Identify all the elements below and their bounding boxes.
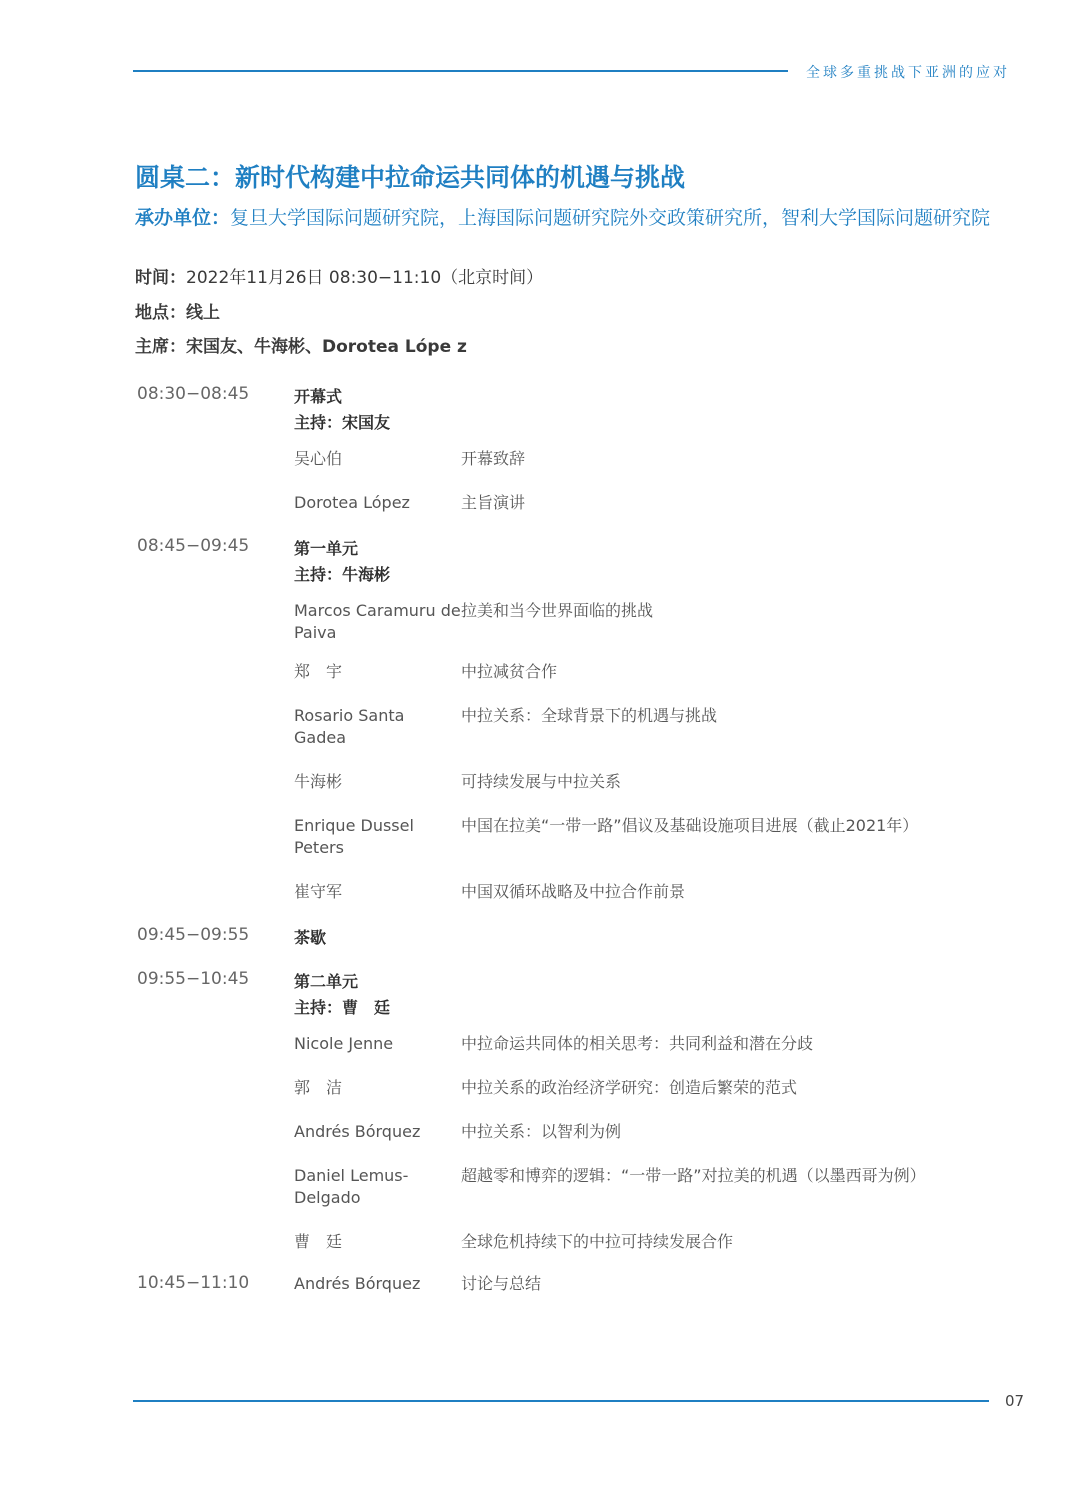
session-title: 茶歇: [294, 928, 327, 947]
speaker: Rosario Santa Gadea: [294, 706, 405, 747]
time-value: 2022年11月26日 08:30−11:10（北京时间）: [186, 268, 544, 288]
agenda-item: [294, 771, 997, 793]
chair-label: 主席：: [135, 337, 186, 357]
speaker: Andrés Bórquez: [294, 1274, 421, 1293]
topic: 中拉关系：全球背景下的机遇与挑战: [461, 706, 718, 725]
session-title: 开幕式: [294, 387, 343, 406]
agenda-session-opening: [137, 384, 997, 514]
topic: 讨论与总结: [461, 1274, 542, 1293]
agenda-item: [294, 448, 997, 470]
chair-value: 宋国友、牛海彬、Dorotea Lópe z: [186, 337, 467, 357]
session-time: 10:45−11:10: [137, 1273, 250, 1293]
session-time: 08:30−08:45: [137, 384, 250, 404]
place-line: [135, 298, 220, 323]
agenda-session-unit-2: [137, 969, 997, 1253]
agenda-item: [294, 1033, 997, 1055]
agenda-item: [294, 1121, 997, 1143]
session-moderator: 主持：曹 廷: [294, 998, 391, 1017]
agenda-session-unit-1: [137, 536, 997, 903]
topic: 超越零和博弈的逻辑：“一带一路”对拉美的机遇（以墨西哥为例）: [461, 1166, 926, 1185]
speaker: 吴心伯: [294, 449, 343, 468]
session-title: 第一单元: [294, 539, 359, 558]
agenda-item: [294, 815, 997, 859]
session-moderator: 主持：牛海彬: [294, 565, 391, 584]
speaker: Dorotea López: [294, 493, 410, 512]
time-line: [135, 263, 543, 288]
speaker: Daniel Lemus-Delgado: [294, 1166, 409, 1207]
place-label: 地点：: [135, 303, 186, 323]
agenda: [137, 384, 997, 1295]
organizers-label: 承办单位：: [135, 207, 231, 229]
agenda-item: [294, 1273, 997, 1295]
topic: 中拉命运共同体的相关思考：共同利益和潜在分歧: [461, 1034, 814, 1053]
speaker: 牛海彬: [294, 772, 343, 791]
session-time: 09:55−10:45: [137, 969, 250, 989]
topic: 可持续发展与中拉关系: [461, 772, 622, 791]
agenda-item: [294, 492, 997, 514]
agenda-session-closing: [137, 1273, 997, 1295]
topic: 中国在拉美“一带一路”倡议及基础设施项目进展（截止2021年）: [461, 816, 919, 835]
speaker: 曹 廷: [294, 1232, 343, 1251]
place-value: 线上: [186, 303, 220, 323]
footer-rule: [133, 1400, 989, 1402]
topic: 主旨演讲: [461, 493, 526, 512]
organizers-value: 复旦大学国际问题研究院，上海国际问题研究院外交政策研究所，智利大学国际问题研究院: [230, 207, 991, 229]
session-time: 08:45−09:45: [137, 536, 250, 556]
speaker: Andrés Bórquez: [294, 1122, 421, 1141]
page-number: 07: [1005, 1392, 1025, 1410]
speaker: 郑 宇: [294, 662, 343, 681]
speaker: Nicole Jenne: [294, 1034, 394, 1053]
time-label: 时间：: [135, 268, 186, 288]
topic: 中拉关系的政治经济学研究：创造后繁荣的范式: [461, 1078, 798, 1097]
agenda-item: [294, 881, 997, 903]
topic: 开幕致辞: [461, 449, 526, 468]
organizers-line: [135, 203, 990, 230]
speaker: Marcos Caramuru de Paiva: [294, 601, 461, 642]
speaker: 郭 洁: [294, 1078, 343, 1097]
agenda-session-break: [137, 925, 997, 951]
session-moderator: 主持：宋国友: [294, 413, 391, 432]
agenda-item: [294, 705, 997, 749]
agenda-item: [294, 1231, 997, 1253]
session-title: 第二单元: [294, 972, 359, 991]
chair-line: [135, 332, 467, 357]
header-rule: [133, 70, 788, 72]
agenda-item: [294, 1165, 997, 1209]
topic: 拉美和当今世界面临的挑战: [461, 601, 654, 620]
agenda-item: [294, 661, 997, 683]
page-title: 圆桌二：新时代构建中拉命运共同体的机遇与挑战: [135, 163, 686, 192]
speaker: 崔守军: [294, 882, 343, 901]
speaker: Enrique Dussel Peters: [294, 816, 414, 857]
agenda-item: [294, 1077, 997, 1099]
topic: 全球危机持续下的中拉可持续发展合作: [461, 1232, 734, 1251]
running-title: 全球多重挑战下亚洲的应对: [806, 65, 1010, 81]
topic: 中国双循环战略及中拉合作前景: [461, 882, 686, 901]
session-time: 09:45−09:55: [137, 925, 250, 945]
topic: 中拉关系：以智利为例: [461, 1122, 622, 1141]
agenda-item: [294, 600, 997, 644]
topic: 中拉减贫合作: [461, 662, 558, 681]
